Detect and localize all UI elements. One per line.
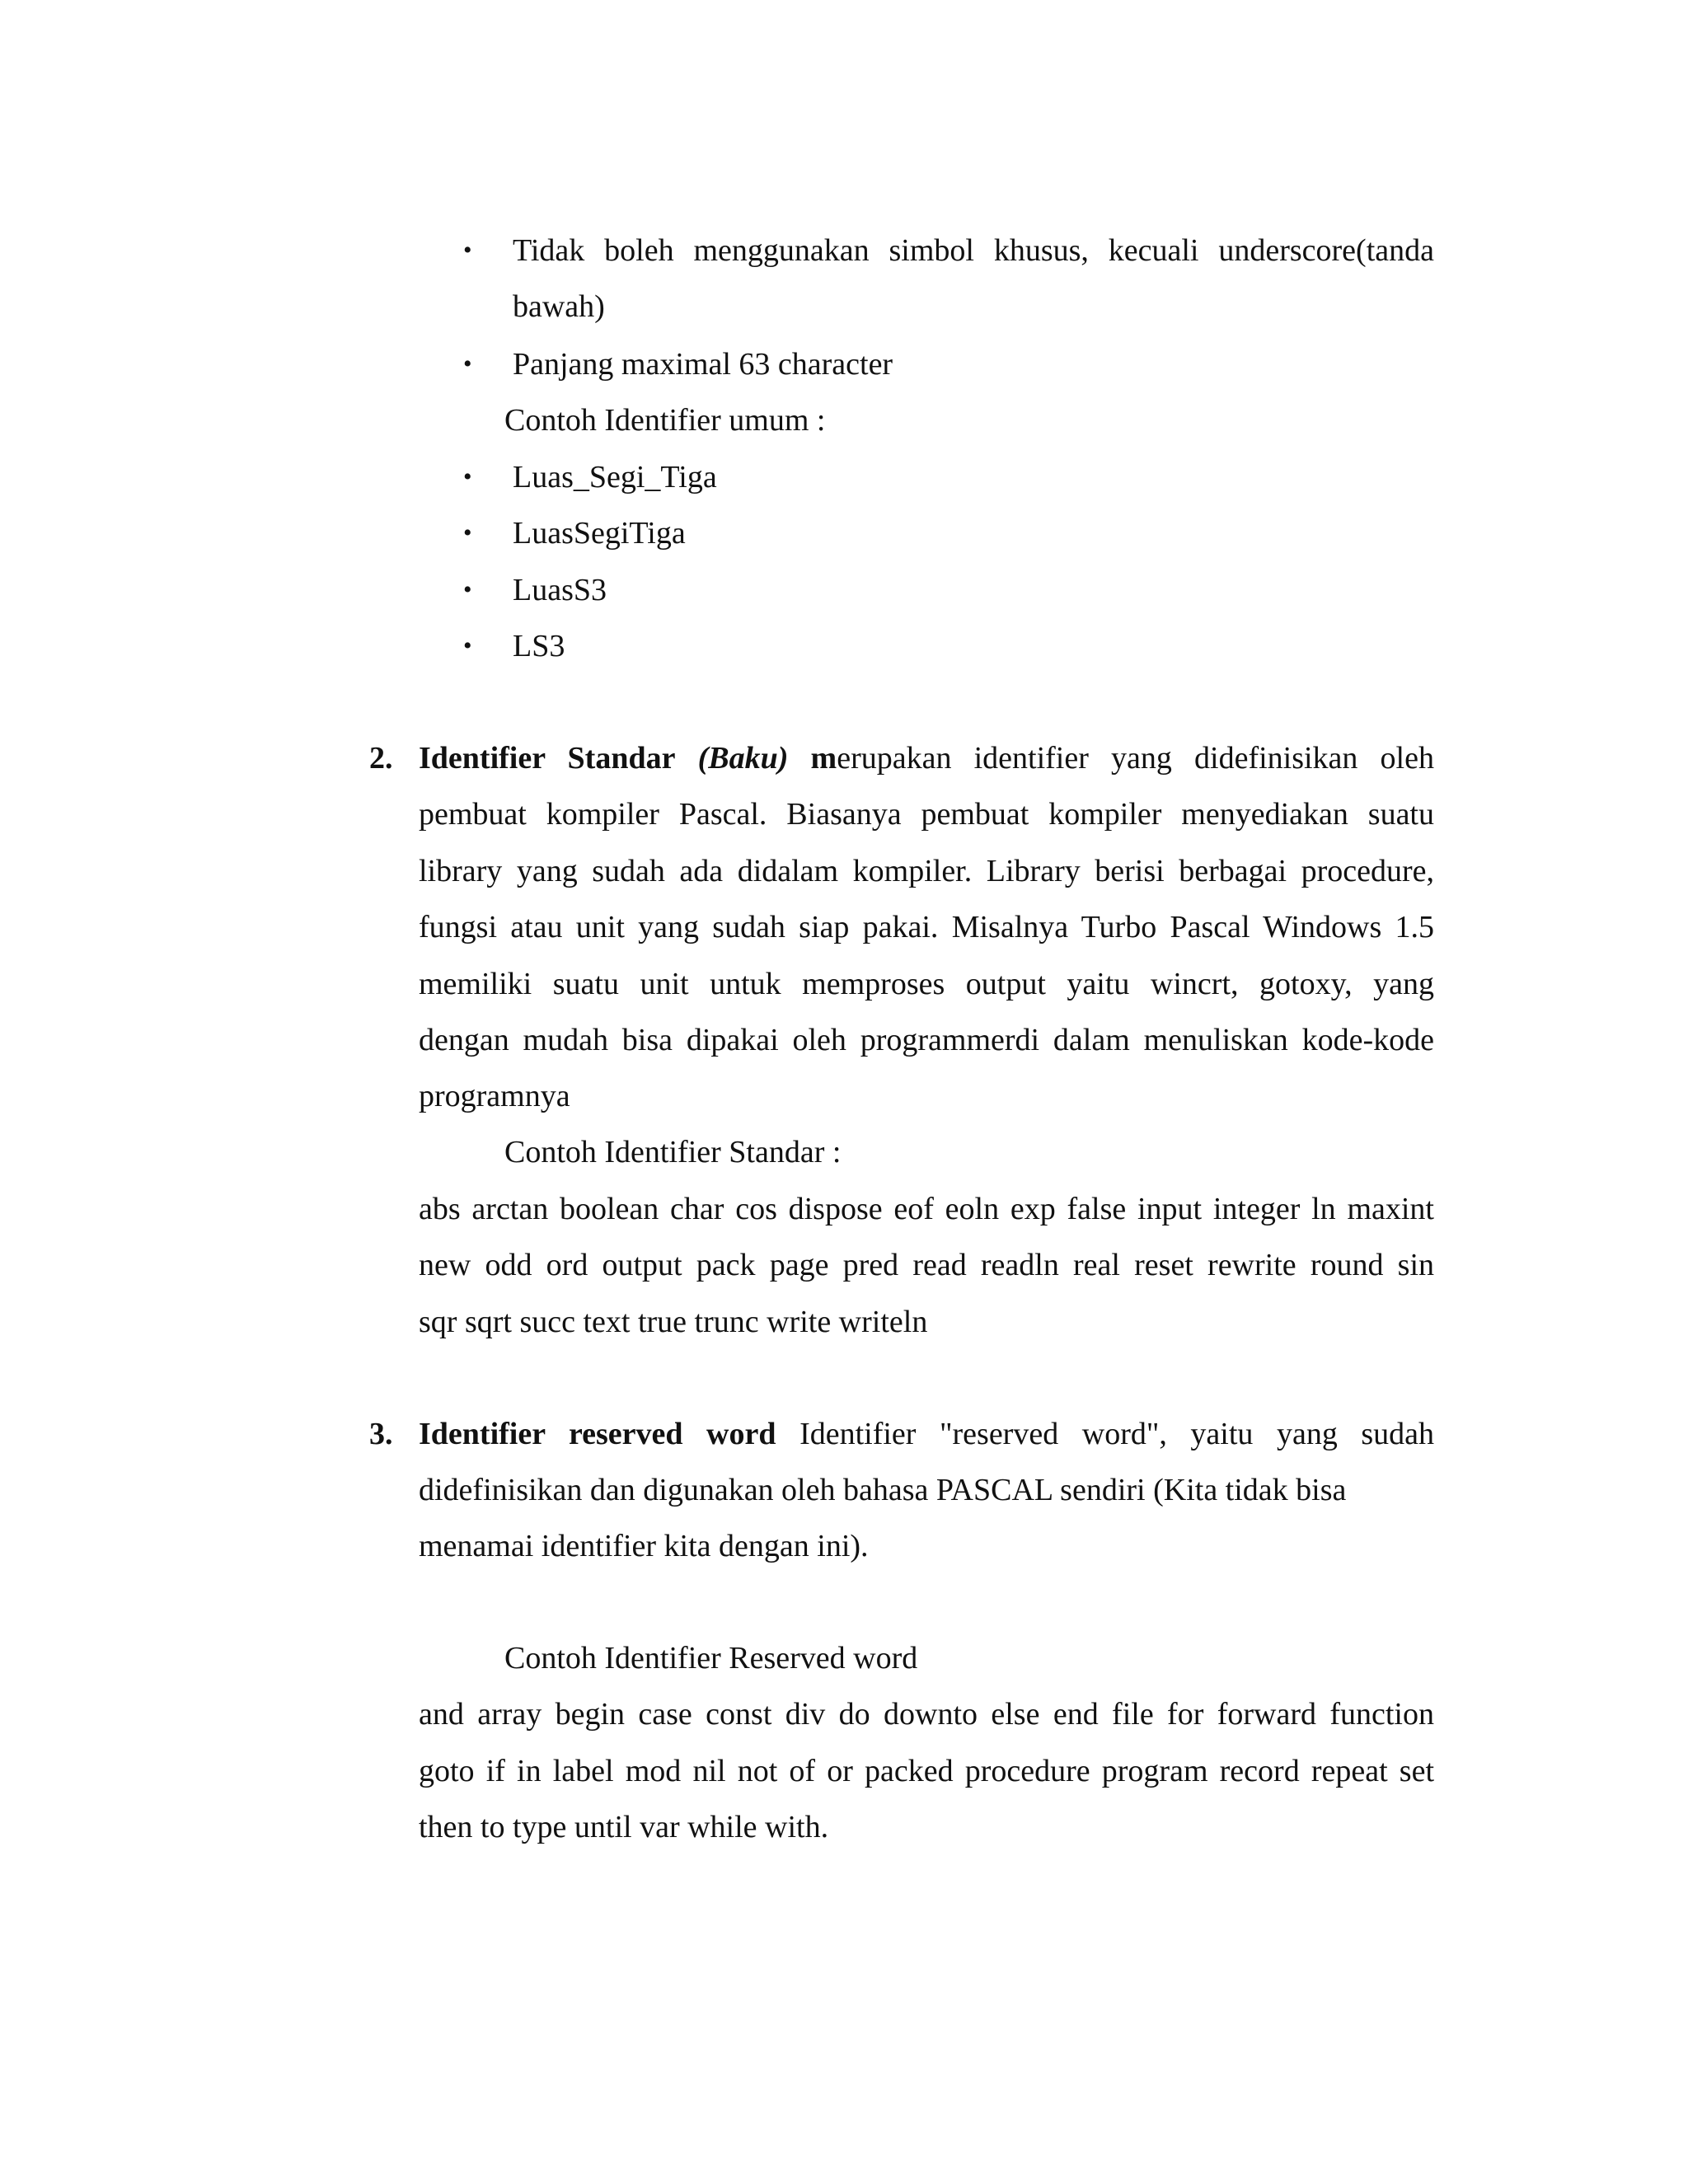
section-first-line (419, 738, 1434, 778)
example-heading: Contoh Identifier Reserved word (504, 1641, 918, 1675)
keyword-line: and array begin case const div do downto else end file for forward function (419, 1697, 1434, 1732)
example-item: LuasSegiTiga (513, 516, 686, 551)
keyword-line: goto if in label mod nil not of or packed procedure program record repeat set (419, 1754, 1434, 1788)
bullet-item-text: Panjang maximal 63 character (513, 347, 893, 382)
bullet-marker: • (463, 576, 472, 603)
bullet-marker: • (463, 350, 472, 377)
paragraph-line: pembuat kompiler Pascal. Biasanya pembuat kompiler menyediakan suatu (419, 797, 1434, 832)
paragraph-line: menamai identifier kita dengan ini). (419, 1529, 869, 1563)
section-first-letter: m (810, 741, 837, 776)
bullet-marker: • (463, 237, 472, 264)
example-item: LS3 (513, 629, 565, 663)
paragraph-line: dengan mudah bisa dipakai oleh programmerdi dalam menuliskan kode-kode (419, 1023, 1434, 1057)
bullet-item-text: Tidak boleh menggunakan simbol khusus, kecuali underscore(tanda (513, 233, 1434, 268)
section-first-line (419, 1414, 1434, 1454)
bullet-marker: • (463, 632, 472, 659)
keyword-line: new odd ord output pack page pred read readln real reset rewrite round sin (419, 1248, 1434, 1282)
example-item: Luas_Segi_Tiga (513, 460, 717, 494)
paragraph-line: library yang sudah ada didalam kompiler. Library berisi berbagai procedure, (419, 854, 1434, 888)
keyword-line: abs arctan boolean char cos dispose eof eoln exp false input integer ln maxint (419, 1192, 1434, 1226)
section-number: 2. (369, 741, 393, 776)
paragraph-line: memiliki suatu unit untuk memproses output yaitu wincrt, gotoxy, yang (419, 967, 1434, 1001)
section-term-italic: (Baku) (697, 741, 789, 776)
bullet-marker: • (463, 519, 472, 546)
keyword-line: then to type until var while with. (419, 1810, 829, 1844)
section-number: 3. (369, 1417, 393, 1451)
section-term: Identifier Standar (419, 741, 676, 776)
bullet-marker: • (463, 463, 472, 490)
example-heading: Contoh Identifier Standar : (504, 1135, 842, 1169)
bullet-item-continuation: bawah) (513, 289, 605, 324)
section-text: erupakan identifier yang didefinisikan oleh (837, 741, 1434, 776)
example-heading: Contoh Identifier umum : (504, 403, 826, 438)
example-item: LuasS3 (513, 573, 607, 607)
keyword-line: sqr sqrt succ text true trunc write writeln (419, 1305, 928, 1339)
paragraph-line: programnya (419, 1079, 570, 1113)
section-text: Identifier "reserved word", yaitu yang sudah (799, 1417, 1435, 1451)
section-term: Identifier reserved word (419, 1417, 776, 1451)
paragraph-line: fungsi atau unit yang sudah siap pakai. Misalnya Turbo Pascal Windows 1.5 (419, 910, 1434, 944)
paragraph-line: didefinisikan dan digunakan oleh bahasa PASCAL sendiri (Kita tidak bisa (419, 1473, 1347, 1507)
